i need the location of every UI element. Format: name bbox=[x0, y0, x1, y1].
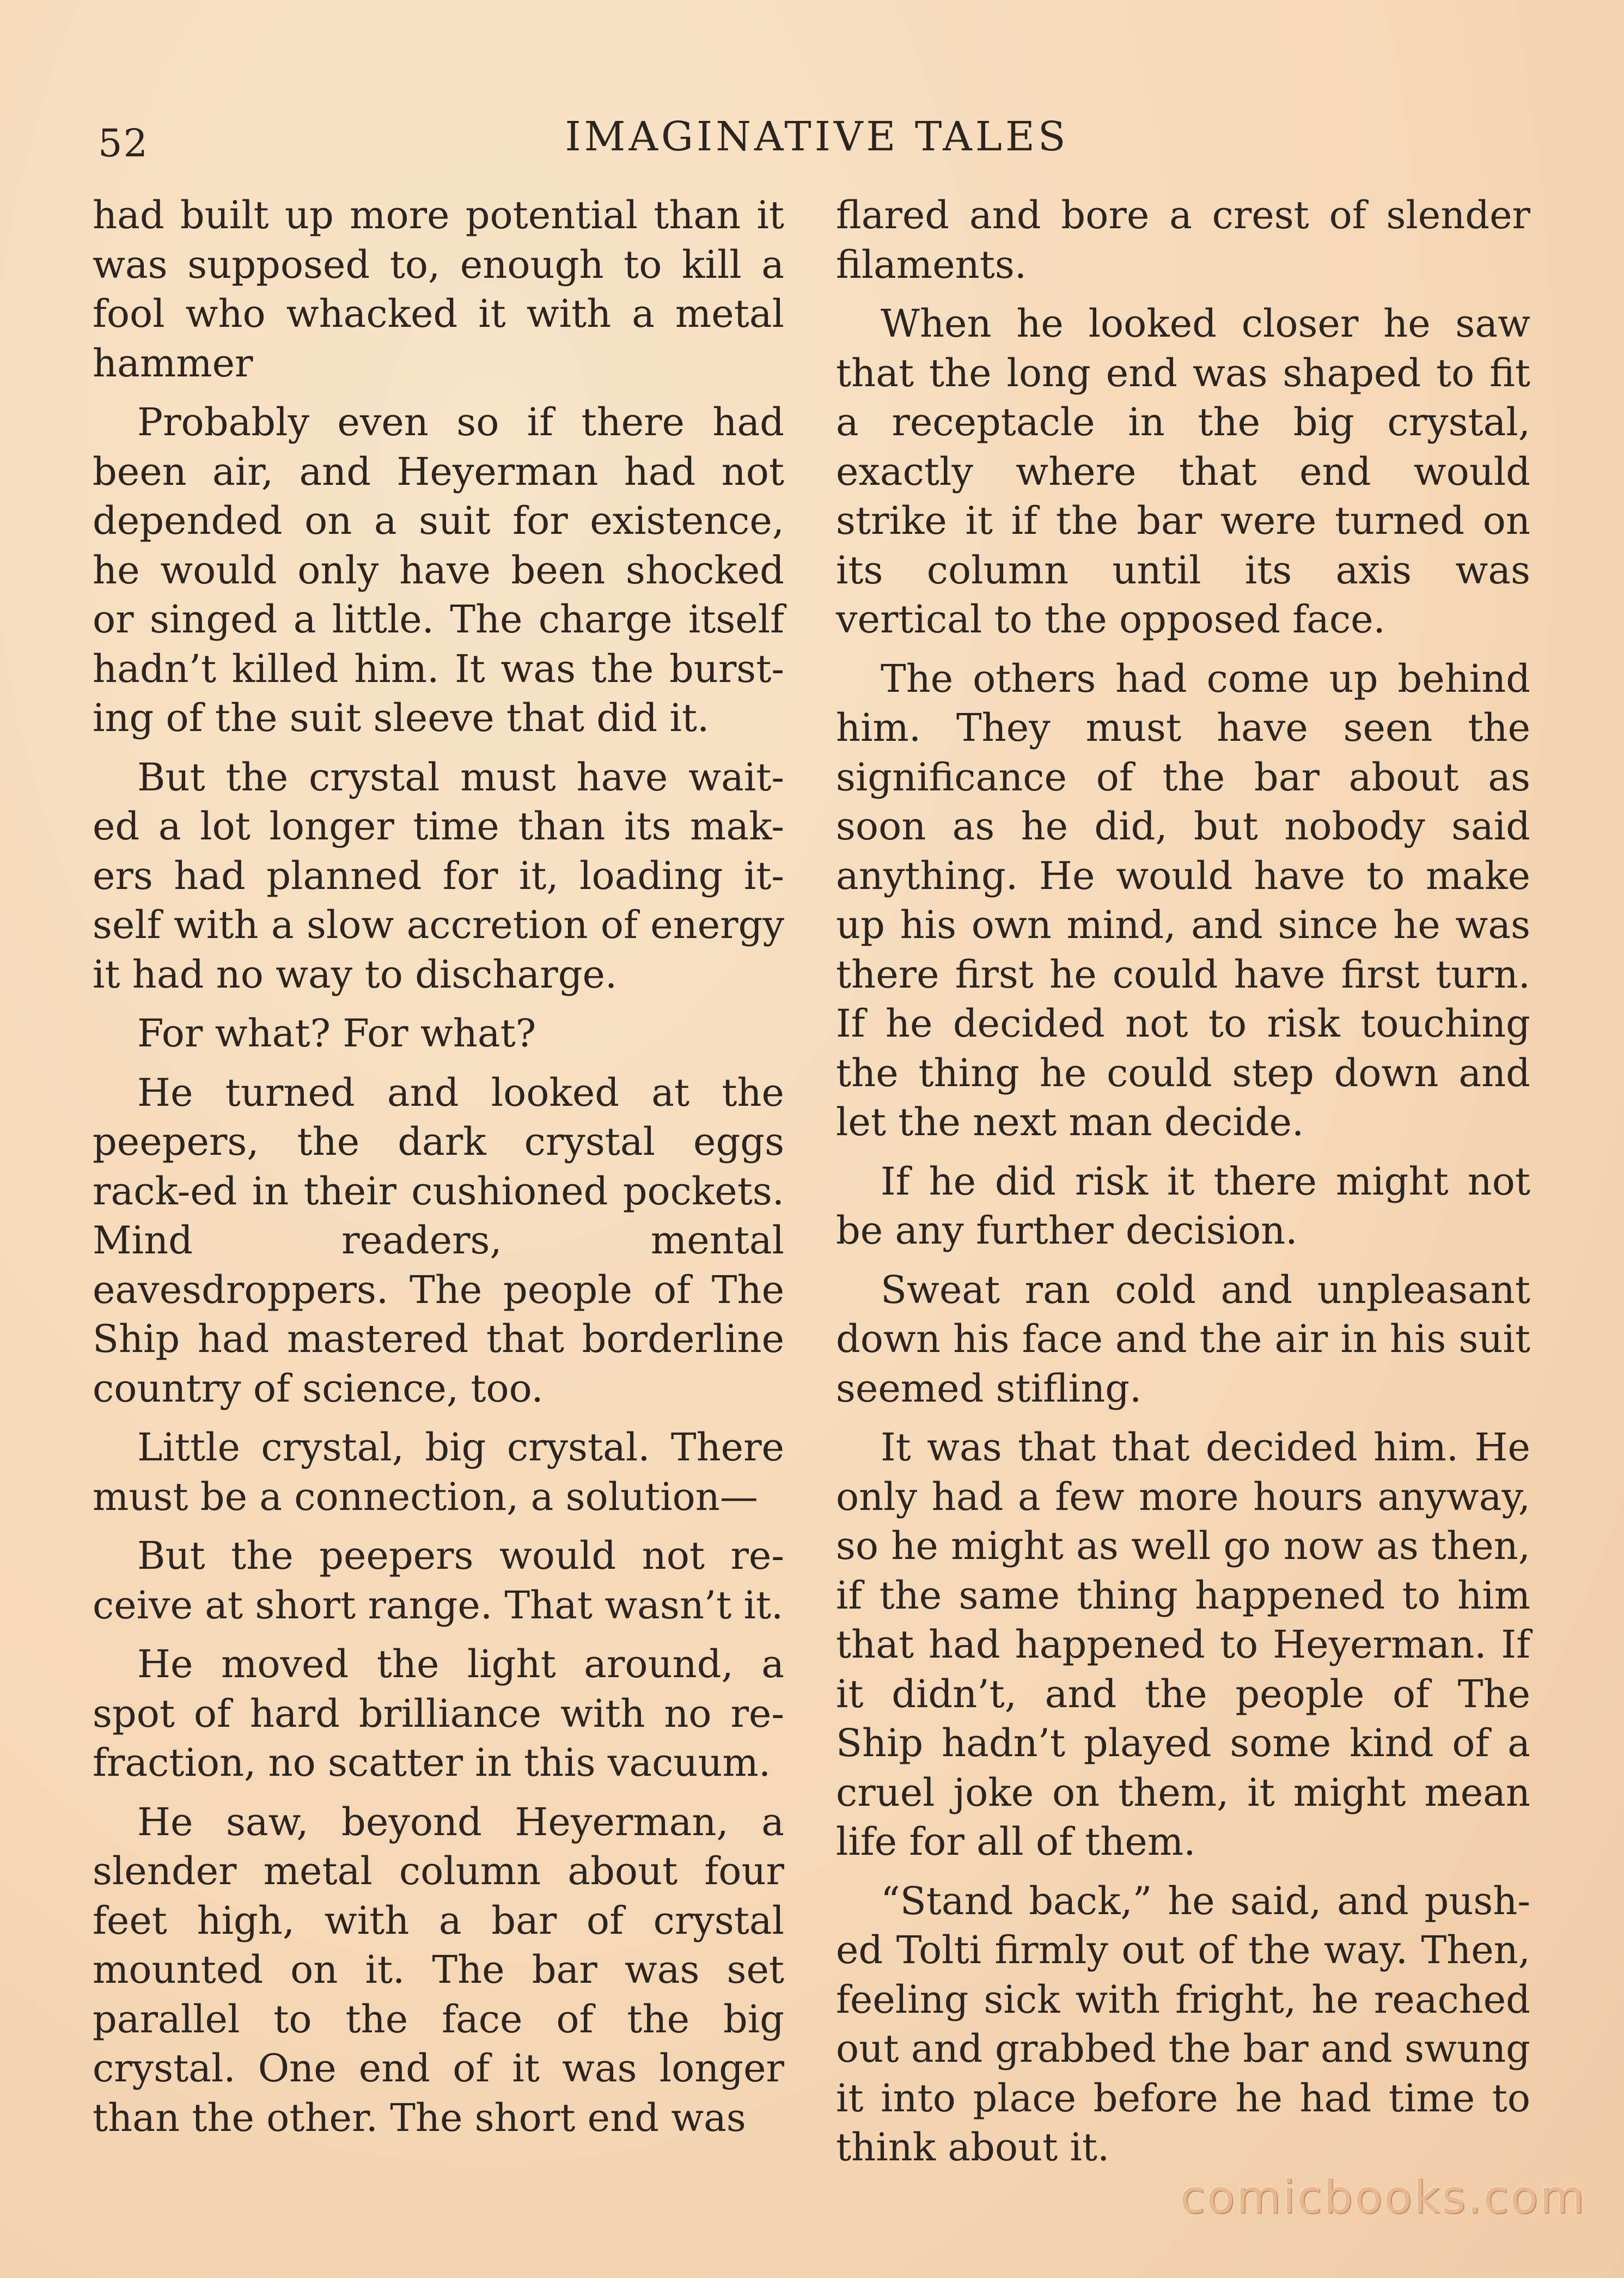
paragraph: “Stand back,” he said, and push-ed Tolti firmly out of the way. Then, feeling sick with fright, he reached out and grabbed the bar and swung it into place before he had time to think about it. bbox=[836, 1878, 1530, 2170]
left-column bbox=[93, 191, 784, 2152]
paragraph: He saw, beyond Heyerman, a slender metal column about four feet high, with a bar of crystal mounted on it. The bar was set parallel to the face of the big crystal. One end of it was longer than the other. The short end was bbox=[93, 1799, 784, 2140]
paragraph: But the crystal must have wait-ed a lot longer time than its mak-ers had planned for it, loading it-self with a slow accretion of energy it had no way to discharge. bbox=[93, 754, 784, 997]
paragraph: The others had come up behind him. They must have seen the significance of the bar about as soon as he did, but nobody said anything. He would have to make up his own mind, and since he was there first he could have first turn. If he decided not to risk touching the thing he could step down and let the next man decide. bbox=[836, 656, 1530, 1144]
paragraph: Little crystal, big crystal. There must be a connection, a solution— bbox=[93, 1425, 784, 1519]
paragraph: If he did risk it there might not be any further decision. bbox=[836, 1159, 1530, 1253]
page-number: 52 bbox=[98, 121, 149, 166]
paragraph: He turned and looked at the peepers, the dark crystal eggs rack-ed in their cushioned pockets. Mind readers, mental eavesdroppers. The people of The Ship had mastered that borderline country of science, too. bbox=[93, 1070, 784, 1411]
right-column bbox=[836, 191, 1530, 2182]
paragraph: But the peepers would not re-ceive at short range. That wasn’t it. bbox=[93, 1533, 784, 1628]
paragraph: flared and bore a crest of slender filaments. bbox=[836, 193, 1530, 287]
page-header bbox=[98, 109, 1536, 169]
paragraph: When he looked closer he saw that the long end was shaped to fit a receptacle in the big crystal, exactly where that end would strike it if the bar were turned on its column until its axis was vertical to the opposed face. bbox=[836, 301, 1530, 642]
watermark: comicbooks.com bbox=[1180, 2170, 1586, 2224]
running-title: IMAGINATIVE TALES bbox=[565, 113, 1069, 160]
paragraph: It was that that decided him. He only had a few more hours anyway, so he might as well go now as then, if the same thing happened to him that had happened to Heyerman. If it didn’t, and the people of The Ship hadn’t played some kind of a cruel joke on them, it might mean life for all of them. bbox=[836, 1425, 1530, 1864]
paragraph: Probably even so if there had been air, and Heyerman had not depended on a suit for existence, he would only have been shocked or singed a little. The charge itself hadn’t killed him. It was the burst-ing of the suit sleeve that did it. bbox=[93, 400, 784, 740]
paragraph: Sweat ran cold and unpleasant down his face and the air in his suit seemed stifling. bbox=[836, 1267, 1530, 1411]
paragraph: had built up more potential than it was supposed to, enough to kill a fool who whacked it with a metal hammer bbox=[93, 193, 784, 386]
paragraph: He moved the light around, a spot of hard brilliance with no re-fraction, no scatter in this vacuum. bbox=[93, 1642, 784, 1785]
paragraph: For what? For what? bbox=[137, 1011, 536, 1056]
